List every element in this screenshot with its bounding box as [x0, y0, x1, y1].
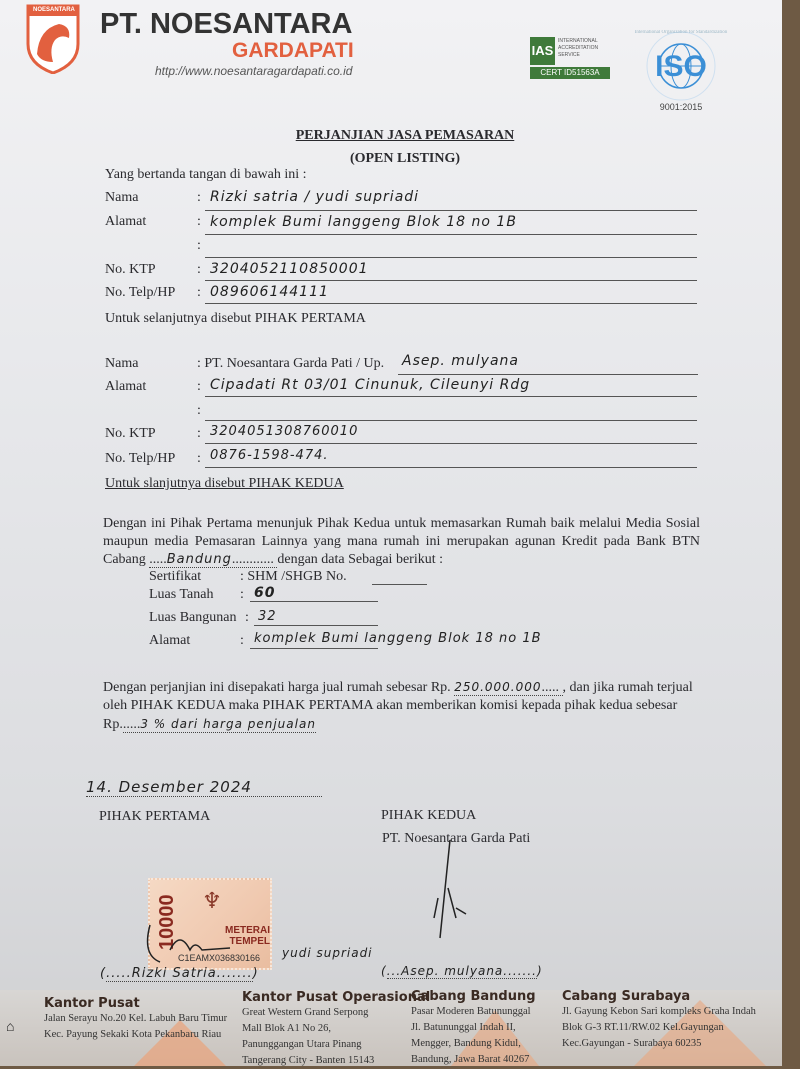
footer-office-3 [562, 989, 756, 1052]
office-title: Cabang Bandung [411, 989, 536, 1004]
building-area-value[interactable]: 32 [258, 609, 277, 624]
body1-text-end: dengan data Sebagai berikut : [277, 552, 443, 567]
party1-address-value[interactable]: komplek Bumi langgeng Blok 18 no 1B [210, 214, 517, 230]
office-line: Kec. Payung Sekaki Kota Pekanbaru Riau [44, 1029, 222, 1040]
field-label: No. KTP [105, 262, 156, 277]
property-address-value[interactable]: komplek Bumi langgeng Blok 18 no 1B [254, 631, 542, 646]
party2-ktp-value[interactable]: 3204051308760010 [210, 424, 359, 439]
office-line: Mengger, Bandung Kidul, [411, 1038, 521, 1049]
stamp-serial: C1EAMX036830166 [178, 953, 261, 963]
price-value[interactable]: 250.000.000 [454, 680, 542, 694]
company-name: PT. NOESANTARA [100, 8, 353, 40]
second-party-signature [420, 838, 500, 948]
company-url: http://www.noesantaragardapati.co.id [155, 64, 353, 78]
office-line: Great Western Grand Serpong [242, 1007, 369, 1018]
footer-office-0 [44, 996, 227, 1043]
body1-text: Dengan ini Pihak Pertama menunjuk Pihak Kedua untuk memasarkan Rumah baik melalui Media Sosial maupun media Pemasaran Lainnya yang mana rumah ini merupakan agunan Kredit pada Bank BTN Cabang [103, 516, 700, 567]
iso-standard: 9001:2015 [659, 102, 703, 112]
ias-line: INTERNATIONAL [558, 38, 598, 44]
footer-office-2 [411, 989, 536, 1068]
property-label: Luas Bangunan [149, 610, 237, 625]
stamp-title: METERAI TEMPEL [225, 925, 270, 947]
party1-name-value[interactable]: Rizki satria / yudi supriadi [210, 189, 420, 205]
party2-name-value[interactable]: Asep. mulyana [402, 353, 519, 369]
home-icon: ⌂ [6, 1020, 15, 1035]
company-logo [25, 4, 81, 74]
logo-text: NOESANTARA [33, 7, 75, 13]
ias-cert: CERT ID51563A [530, 67, 610, 79]
office-title: Kantor Pusat [44, 996, 140, 1011]
first-party-extra-name: yudi supriadi [282, 946, 373, 960]
stamp-value: 10000 [156, 894, 178, 950]
garuda-emblem-icon: ♆ [202, 888, 222, 913]
date-value[interactable]: 14. Desember 2024 [86, 778, 322, 797]
party2-closing: Untuk slanjutnya disebut PIHAK KEDUA [105, 476, 344, 491]
second-party-company: PT. Noesantara Garda Pati [382, 831, 531, 846]
field-label: No. Telp/HP [105, 451, 176, 466]
first-party-name: (.....Rizki Satria.......) [100, 966, 259, 981]
ias-line: SERVICE [558, 52, 580, 58]
commission-value[interactable]: 3 % dari harga penjualan [140, 717, 316, 731]
first-party-signature [140, 910, 260, 970]
office-title: Kantor Pusat Operasional [242, 990, 431, 1005]
party2-address-value[interactable]: Cipadati Rt 03/01 Cinunuk, Cileunyi Rdg [210, 377, 531, 393]
second-party-label: PIHAK KEDUA [381, 808, 477, 823]
iso-logo [626, 30, 736, 116]
field-label: Alamat [105, 214, 147, 229]
party1-ktp-value[interactable]: 3204052110850001 [210, 261, 369, 277]
office-line: Jl. Batununggal Indah II, [411, 1022, 516, 1033]
land-area-value[interactable]: 60 [254, 585, 276, 601]
office-line: Tangerang City - Banten 15143 [242, 1055, 375, 1066]
intro-text: Yang bertanda tangan di bawah ini : [105, 167, 307, 182]
party2-phone-value[interactable]: 0876-1598-474. [210, 448, 329, 463]
body-paragraph-1: Dengan ini Pihak Pertama menunjuk Pihak Kedua untuk memasarkan Rumah baik melalui Media Sosial maupun media Pemasaran Lainnya yang mana rumah ini merupakan agunan Kredit pada Bank BTN Cabang .....Bandung............ dengan data Sebagai berikut : [103, 516, 700, 567]
office-line: Blok G-3 RT.11/RW.02 Kel.Gayungan [562, 1022, 724, 1033]
field-label: No. Telp/HP [105, 285, 176, 300]
property-label: Luas Tanah [149, 587, 214, 602]
body2-text-mid: , dan jika rumah terjual oleh PIHAK KEDUA maka PIHAK PERTAMA akan memberikan komisi kepada pihak kedua sebesar Rp. [103, 680, 693, 732]
office-line: Pasar Moderen Batununggal [411, 1006, 531, 1017]
office-line: Jalan Serayu No.20 Kel. Labuh Baru Timur [44, 1013, 228, 1024]
field-label: No. KTP [105, 426, 156, 441]
document-subtitle: (OPEN LISTING) [349, 151, 461, 166]
party1-phone-value[interactable]: 089606144111 [210, 284, 329, 300]
office-line: Kec.Gayungan - Surabaya 60235 [562, 1038, 702, 1049]
ias-line: ACCREDITATION [558, 45, 599, 51]
cabang-value[interactable]: Bandung [166, 552, 232, 567]
property-label: Alamat [149, 633, 191, 648]
first-party-name-value: Rizki Satria [131, 966, 217, 981]
company-sub: GARDAPATI [232, 39, 354, 62]
ias-abbr: IAS [530, 37, 555, 65]
property-label: Sertifikat [149, 569, 202, 584]
field-label: Nama [105, 356, 139, 371]
footer-office-1 [242, 990, 430, 1069]
office-line: Jl. Gayung Kebon Sari kompleks Graha Indah [562, 1006, 756, 1017]
iso-abbr: ISO [655, 50, 707, 83]
second-party-name-value: Asep. mulyana [401, 964, 504, 978]
field-label: Alamat [105, 379, 147, 394]
body2-text: Dengan perjanjian ini disepakati harga jual rumah sebesar Rp. [103, 680, 451, 695]
iso-ring-text: International Organization for Standardization [634, 30, 728, 35]
party1-closing: Untuk selanjutnya disebut PIHAK PERTAMA [105, 311, 366, 326]
document-title: PERJANJIAN JASA PEMASARAN [295, 128, 515, 143]
certificate-value: SHM /SHGB No. [247, 569, 347, 584]
document-page: NOESANTARA PT. NOESANTARA GARDAPATI http://www.noesantaragardapati.co.id IAS INTERNATIONAL ACCREDITATION SERVICE CERT ID51563A ISO International Organization for Standardization 9001:2015 PERJANJIAN JASA PEMASARAN (OPEN LISTING) Yang bertanda tangan di bawah ini : Nama : Rizki satria / yudi supriadi Alamat : komplek Bumi langgeng Blok 18 no 1B : No. KTP : 3204052110850001 No. Telp/HP : 089606144111 Untuk selanjutnya disebut PIHAK PERTAMA Nama : PT. Noesantara Garda Pati / Up. Asep. mulyana Alamat : Cipadati Rt 03/01 Cinunuk, Cileunyi Rdg : No. KTP : 3204051308760010 No. Telp/HP : 0876-1598-474. Untuk slanjutnya disebut PIHAK KEDUA Dengan ini Pihak Pertama menunjuk Pihak Kedua untuk memasarkan Rumah baik melalui Media Sosial maupun media Pemasaran Lainnya yang mana rumah ini merupakan agunan Kredit pada Bank BTN Cabang .....Bandung............ dengan data Sebagai berikut : Sertifikat : SHM /SHGB No. Luas Tanah : 60 Luas Bangunan : 32 Alamat : komplek Bumi langgeng Blok 18 no 1B Dengan perjanjian ini disepakati harga jual rumah sebesar Rp. 250.000.000..... , dan jika rumah terjual oleh PIHAK KEDUA maka PIHAK PERTAMA akan memberikan komisi kepada pihak kedua sebesar Rp......3 % dari harga penjualan 14. Desember 2024 PIHAK PERTAMA PIHAK KEDUA PT. Noesantara Garda Pati ♆ 10000 METERAI TEMPEL C1EAMX036830166 yudi supriadi (.....Rizki Satria.......) (...Asep. mulyana.......) ⌂ Kantor Pusat Jalan Serayu No.20 Kel. Labuh Baru Timur Kec. Payung Sekaki Kota Pekanbaru Riau Kantor Pusat Operasional Great Western Grand Serpong Mall Blok A1 No 26, Panunggangan Utara Pinang Tangerang City - Banten 15143 Cabang Bandung Pasar Moderen Batununggal Jl. Batununggal Indah II, Mengger, Bandung Kidul, Bandung, Jawa Barat 40267 Cabang Surabaya Jl. Gayung Kebon Sari kompleks Graha Indah Blok G-3 RT.11/RW.02 Kel.Gayungan Kec.Gayungan - Surabaya 60235 [0, 0, 782, 1066]
second-party-name: (...Asep. mulyana.......) [381, 964, 543, 978]
office-line: Panunggangan Utara Pinang [242, 1039, 362, 1050]
body-paragraph-2: Dengan perjanjian ini disepakati harga jual rumah sebesar Rp. 250.000.000..... , dan jika rumah terjual oleh PIHAK KEDUA maka PIHAK PERTAMA akan memberikan komisi kepada pihak kedua sebesar Rp......3 % dari harga penjualan [103, 680, 693, 732]
office-line: Mall Blok A1 No 26, [242, 1023, 331, 1034]
first-party-label: PIHAK PERTAMA [99, 809, 211, 824]
party2-name-prefix: : PT. Noesantara Garda Pati / Up. [197, 356, 385, 371]
office-line: Bandung, Jawa Barat 40267 [411, 1054, 530, 1065]
ias-badge [530, 37, 610, 79]
office-title: Cabang Surabaya [562, 989, 691, 1004]
field-label: Nama [105, 190, 139, 205]
